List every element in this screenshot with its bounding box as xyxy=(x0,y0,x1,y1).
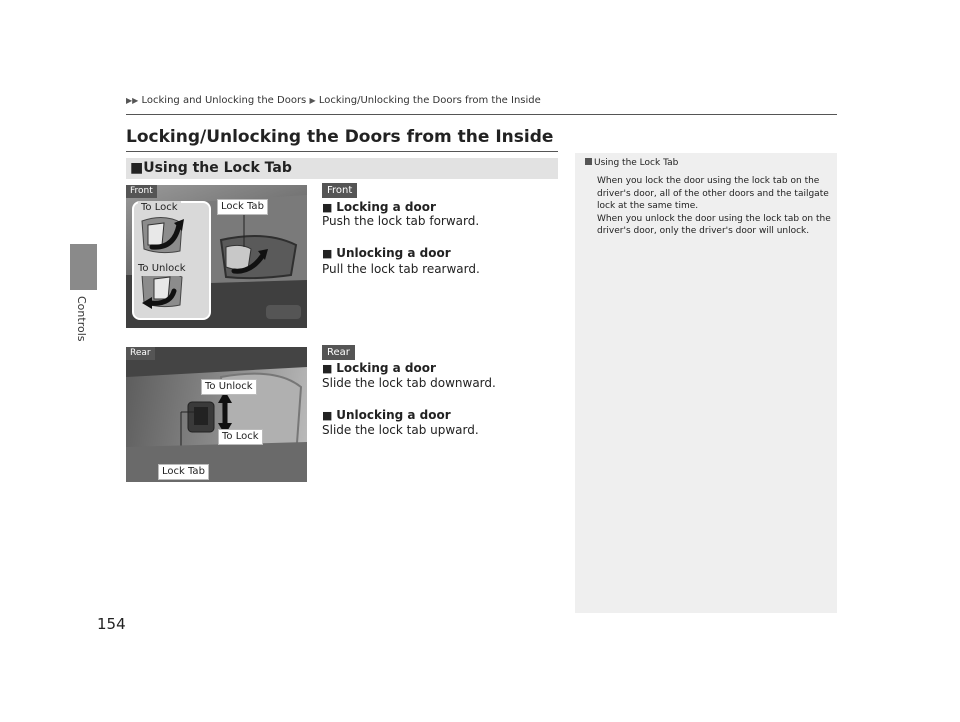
rear-photo-tag: Rear xyxy=(126,347,155,360)
section-header xyxy=(126,158,558,179)
breadcrumb-arrow-icon: ▶ xyxy=(309,96,316,105)
square-bullet-icon: ■ xyxy=(322,409,337,422)
chapter-tab xyxy=(70,244,97,290)
front-locking-text: Push the lock tab forward. xyxy=(322,214,480,228)
square-bullet-icon: ■ xyxy=(322,201,337,214)
front-locking-heading: ■ Locking a door xyxy=(322,200,436,214)
lock-direction-icons xyxy=(134,203,209,318)
rear-locking-text: Slide the lock tab downward. xyxy=(322,376,496,390)
breadcrumb-arrow-icon: ▶▶ xyxy=(126,96,139,105)
front-unlocking-heading: ■ Unlocking a door xyxy=(322,246,451,260)
section-title: ■Using the Lock Tab xyxy=(130,160,292,176)
front-unlocking-text: Pull the lock tab rearward. xyxy=(322,262,480,276)
breadcrumb-current: Locking/Unlocking the Doors from the Inside xyxy=(318,95,541,106)
note-line: driver's door, only the driver's door will unlock. xyxy=(597,226,810,237)
front-photo-tag: Front xyxy=(126,185,157,198)
note-line: driver's door, all of the other doors and the tailgate xyxy=(597,188,829,199)
breadcrumb-parent[interactable]: Locking and Unlocking the Doors xyxy=(141,95,307,106)
rear-door-photo xyxy=(126,347,307,482)
header-divider xyxy=(126,114,837,115)
rear-callout-to-lock: To Lock xyxy=(218,429,263,445)
breadcrumb xyxy=(126,95,541,106)
front-callout-lock-tab: Lock Tab xyxy=(217,199,268,215)
rear-unlocking-heading: ■ Unlocking a door xyxy=(322,408,451,422)
lock-tab-inset xyxy=(132,201,211,320)
rear-unlocking-text: Slide the lock tab upward. xyxy=(322,423,479,437)
rear-callout-lock-tab: Lock Tab xyxy=(158,464,209,480)
square-bullet-icon: ■ xyxy=(322,362,337,375)
rear-door-illustration xyxy=(126,347,307,482)
rear-callout-to-unlock: To Unlock xyxy=(201,379,257,395)
note-line: lock at the same time. xyxy=(597,201,699,212)
chapter-label: Controls xyxy=(75,296,88,342)
note-line: When you unlock the door using the lock tab on the xyxy=(597,213,831,224)
rear-badge: Rear xyxy=(322,345,355,360)
title-divider xyxy=(126,151,558,152)
square-bullet-icon: ■ xyxy=(322,247,337,260)
page-number: 154 xyxy=(97,615,126,633)
front-badge: Front xyxy=(322,183,357,198)
note-body xyxy=(597,175,833,238)
note-marker-icon xyxy=(585,158,592,165)
front-callout-to-unlock: To Unlock xyxy=(135,262,189,276)
note-line: When you lock the door using the lock tab on the xyxy=(597,176,820,186)
front-callout-to-lock: To Lock xyxy=(138,201,181,215)
rear-locking-heading: ■ Locking a door xyxy=(322,361,436,375)
page-title: Locking/Unlocking the Doors from the Inside xyxy=(126,127,554,147)
note-title: Using the Lock Tab xyxy=(585,158,678,168)
section-square-icon: ■ xyxy=(130,160,144,176)
